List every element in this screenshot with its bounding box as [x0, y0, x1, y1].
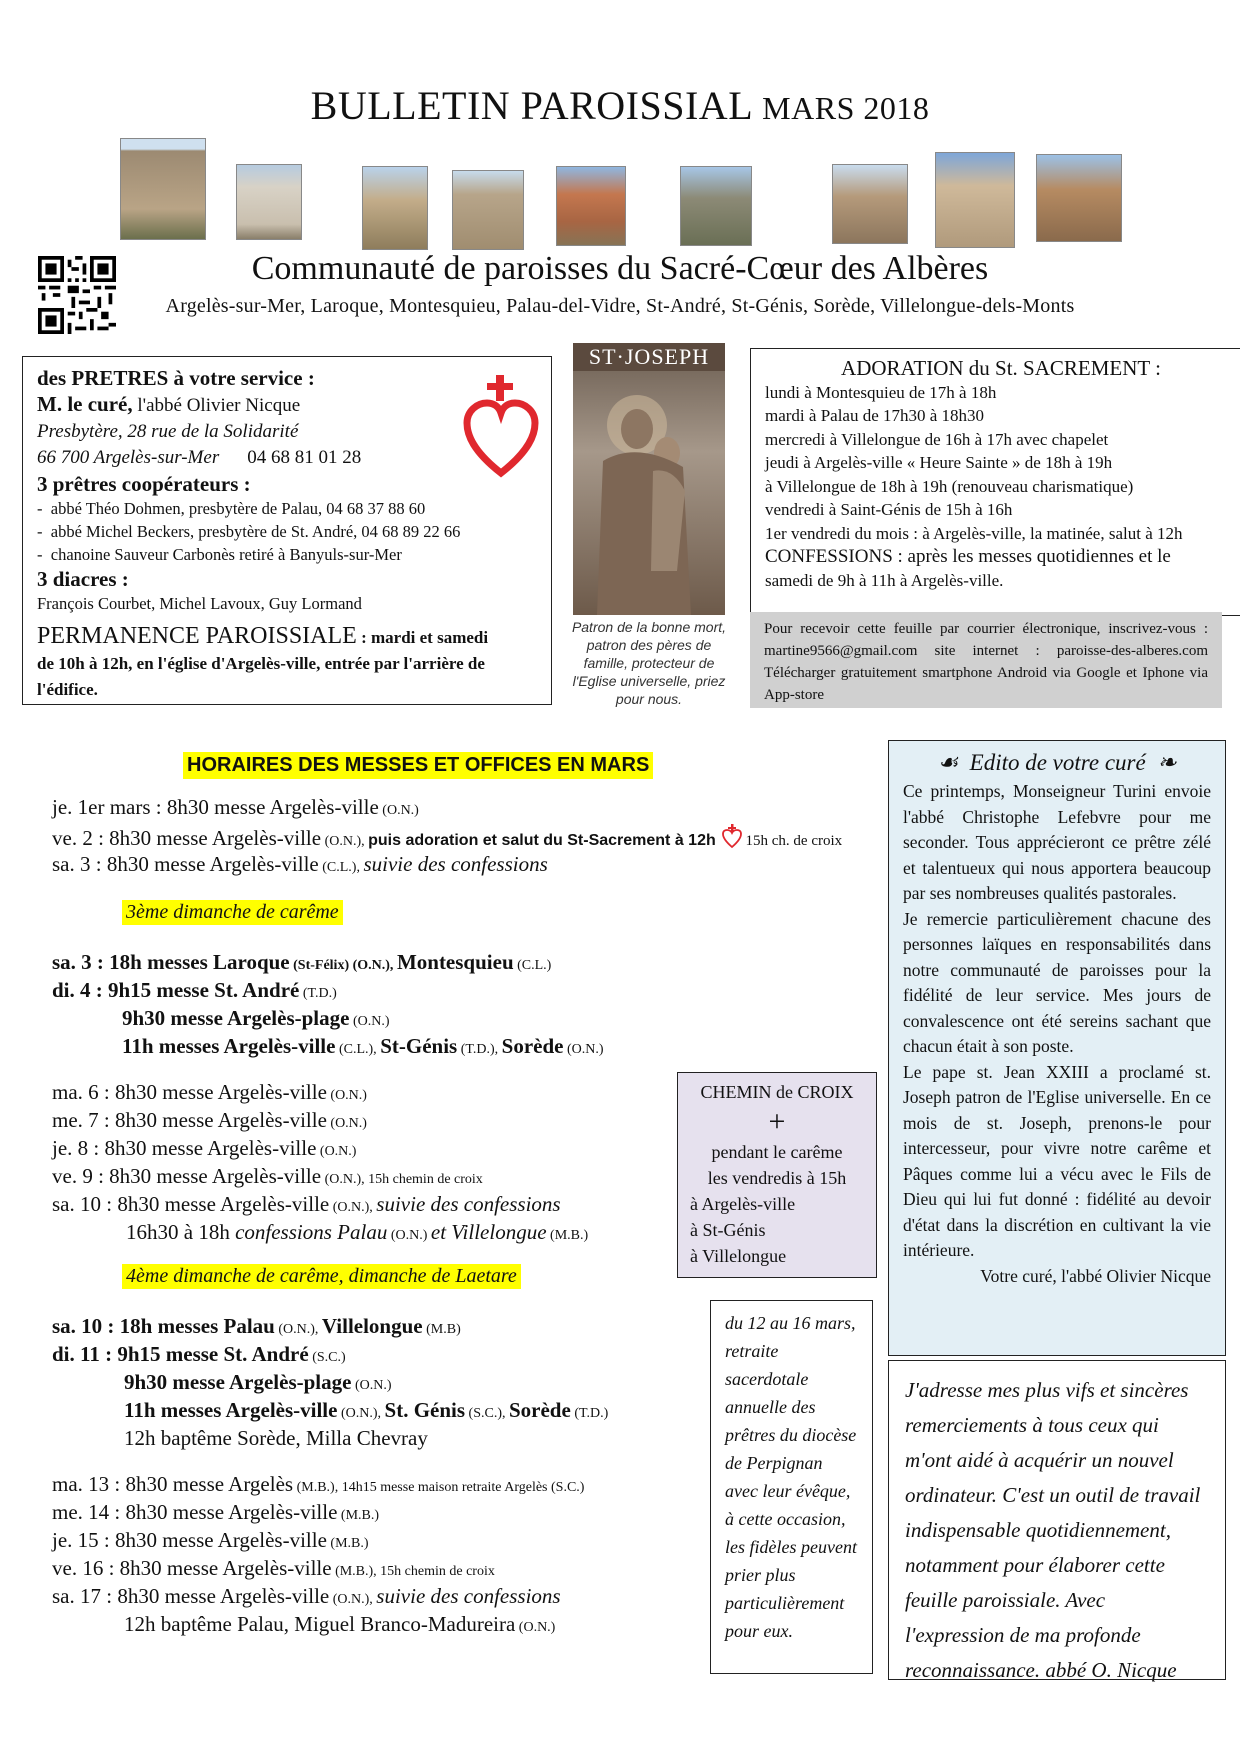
church-photo [120, 138, 206, 240]
mass-celebrant: (T.D.) [570, 1406, 609, 1421]
edito-paragraph: Je remercie particulièrement chacune des personnes laïques en responsabilités dans notre communauté de paroisses pour la fidélité de leur service. Mes jours de convalescence ont été sereins sachant que chacun était à son poste. [903, 908, 1211, 1056]
coop-heading: 3 prêtres coopérateurs : [37, 472, 251, 496]
mass-line [52, 1164, 483, 1189]
permanence [37, 621, 537, 651]
mass-place: Sorède [501, 1034, 564, 1058]
st-joseph-caption: Patron de la bonne mort, patron des pères de famille, protecteur de l'Eglise universelle, priez pour nous. [571, 619, 727, 707]
mass-celebrant: (St-Félix) (O.N.), [289, 958, 397, 973]
mass-text: 9h30 messe Argelès-plage [124, 1370, 352, 1394]
mass-celebrant: (O.N.), [329, 1200, 377, 1215]
mass-note: confessions Palau [235, 1220, 388, 1244]
mass-text: je. 8 : 8h30 messe Argelès-ville [52, 1136, 317, 1160]
mass-text: me. 14 : 8h30 messe Argelès-ville [52, 1500, 338, 1524]
mass-celebrant: (S.C.) [308, 1350, 346, 1365]
community-name: Communauté de paroisses du Sacré-Cœur des Albères [251, 250, 989, 287]
cross-icon: + [768, 1105, 786, 1138]
email-info: Pour recevoir cette feuille par courrier électronique, inscrivez-vous : martine9566@gmail.com site internet : paroisse-des-alberes.com Télécharger gratuitement smartphone Android via Google et Iphone via App-store [750, 612, 1222, 708]
mass-line [52, 1528, 369, 1553]
mass-celebrant: (O.N.), [321, 834, 369, 849]
address-city: 66 700 Argelès-sur-Mer [37, 447, 220, 468]
edito-title: Edito de votre curé [969, 750, 1146, 775]
mass-text: sa. 10 : 8h30 messe Argelès-ville [52, 1192, 330, 1216]
church-photo [362, 166, 428, 250]
mass-line [52, 1500, 379, 1525]
cure-label: M. le curé, [37, 392, 133, 416]
edito-signature: Votre curé, l'abbé Olivier Nicque [980, 1265, 1211, 1286]
mass-place: Villelongue [321, 1314, 423, 1338]
title-text: BULLETIN PAROISSIAL [310, 83, 752, 128]
mass-celebrant: (M.B.) [326, 1536, 369, 1551]
mass-celebrant: (O.N.) [387, 1228, 431, 1243]
parish-list: Argelès-sur-Mer, Laroque, Montesquieu, Palau-del-Vidre, St-André, St-Génis, Sorède, Villelongue-dels-Monts [165, 295, 1075, 317]
thanks-box: J'adresse mes plus vifs et sincères remerciements à tous ceux qui m'ont aidé à acquérir un nouvel ordinateur. C'est un outil de travail indispensable quotidiennement, notamment pour élaborer cette feuille paroissiale. Avec l'expression de ma profonde reconnaissance. abbé O. Nicque [888, 1360, 1226, 1680]
mass-line [122, 1034, 604, 1059]
mass-celebrant: (O.N.) [351, 1378, 392, 1393]
edito-paragraph: Le pape st. Jean XXIII a proclamé st. Joseph patron de l'Eglise universelle. En ce mois de st. Joseph, prenons-le pour intercesseur, pour vivre notre carême et Pâques comme lui a vécu avec le Fils de Dieu qui lui fut donné : fidélité au devoir d'état dans la discrétion en cultivant la vie intérieure. [903, 1061, 1211, 1260]
mass-text: 11h messes Argelès-ville [122, 1034, 336, 1058]
sunday-heading: 3ème dimanche de carême [122, 900, 343, 925]
croix-line: à Argelès-ville [690, 1194, 796, 1214]
church-photo [556, 166, 626, 246]
mass-text: je. 15 : 8h30 messe Argelès-ville [52, 1528, 327, 1552]
adoration-line: à Villelongue de 18h à 19h (renouveau charismatique) [765, 476, 1134, 496]
address-line2 [37, 445, 537, 471]
mass-line [52, 852, 548, 877]
croix-note: 15h ch. de croix [741, 833, 843, 849]
mass-celebrant: (O.N.), 15h chemin de croix [321, 1172, 483, 1187]
cure-line [37, 391, 537, 419]
priests-heading: des PRETRES à votre service : [37, 366, 315, 390]
mass-place: Sorède [508, 1398, 571, 1422]
mass-line [52, 824, 842, 851]
deacons-list: François Courbet, Michel Lavoux, Guy Lormand [37, 594, 362, 613]
phone-number: 04 68 81 01 28 [247, 447, 362, 468]
priests-box [22, 356, 552, 705]
mass-celebrant: (C.L.) [513, 958, 552, 973]
masses-heading: HORAIRES DES MESSES ET OFFICES EN MARS [183, 752, 653, 779]
mass-celebrant: (S.C.), [465, 1406, 509, 1421]
mass-celebrant: (M.B.) [337, 1508, 380, 1523]
mass-celebrant: (C.L.), [335, 1042, 381, 1057]
adoration-heading: ADORATION du St. SACREMENT : [841, 356, 1161, 380]
mass-celebrant: (T.D.) [299, 986, 337, 1001]
mass-text: 12h baptême Palau, Miguel Branco-Madureira [124, 1612, 516, 1636]
coop-item: - abbé Michel Beckers, presbytère de St. André, 04 68 89 22 66 [37, 522, 461, 541]
mass-line [124, 1370, 392, 1395]
permanence-title: PERMANENCE PAROISSIALE [37, 623, 357, 649]
address-line1: Presbytère, 28 rue de la Solidarité [37, 421, 299, 442]
mass-celebrant: (M.B) [422, 1322, 461, 1337]
church-photo [680, 166, 752, 246]
mass-celebrant: (M.B.), 14h15 messe maison retraite Argelès (S.C.) [293, 1480, 585, 1495]
mass-line [52, 1584, 561, 1609]
st-joseph-label: ST·JOSEPH [573, 343, 725, 371]
mass-celebrant: (O.N.) [326, 1116, 367, 1131]
mass-text: 16h30 à 18h [126, 1220, 236, 1244]
mass-line [52, 1556, 495, 1581]
mass-celebrant: (O.N.) [378, 803, 419, 818]
adoration-line: jeudi à Argelès-ville « Heure Sainte » de 18h à 19h [765, 453, 1113, 472]
mass-text: di. 4 : 9h15 messe St. André [52, 978, 300, 1002]
title-month: MARS 2018 [762, 90, 930, 126]
mass-celebrant: (O.N.), [329, 1592, 377, 1607]
croix-line: pendant le carême [711, 1142, 843, 1162]
retraite-box: du 12 au 16 mars, retraite sacerdotale annuelle des prêtres du diocèse de Perpignan avec leur évêque, à cette occasion, les fidèles peuvent prier plus particulièrement pour eux. [710, 1300, 873, 1674]
coop-text: abbé Michel Beckers, presbytère de St. André, 04 68 89 22 66 [50, 522, 461, 541]
church-photo [832, 164, 908, 244]
mass-line [52, 978, 337, 1003]
deacons-heading: 3 diacres : [37, 567, 129, 591]
adoration-note: puis adoration et salut du St-Sacrement à 12h [368, 832, 716, 849]
mass-celebrant: (M.B.) [546, 1228, 589, 1243]
mass-line [52, 950, 551, 975]
sunday-heading: 4ème dimanche de carême, dimanche de Laetare [122, 1264, 521, 1289]
mass-text: ve. 16 : 8h30 messe Argelès-ville [52, 1556, 332, 1580]
mass-text: sa. 3 : 8h30 messe Argelès-ville [52, 852, 319, 876]
mass-line [126, 1220, 588, 1245]
adoration-line: mardi à Palau de 17h30 à 18h30 [765, 406, 985, 425]
mass-celebrant: (O.N.) [563, 1042, 604, 1057]
adoration-line: 1er vendredi du mois : à Argelès-ville, la matinée, salut à 12h [765, 523, 1183, 543]
mass-line [52, 1080, 367, 1105]
mass-line [122, 1006, 390, 1031]
sacred-heart-icon [463, 373, 539, 483]
mass-text: 11h messes Argelès-ville [124, 1398, 338, 1422]
mass-line [52, 1192, 561, 1217]
mass-line [52, 1472, 584, 1497]
adoration-line: vendredi à Saint-Génis de 15h à 16h [765, 500, 1013, 519]
mass-celebrant: (O.N.), [337, 1406, 385, 1421]
mass-line [52, 1314, 461, 1339]
church-photo [1036, 154, 1122, 242]
mass-note: suivie des confessions [376, 1192, 561, 1216]
st-joseph-figure [573, 371, 725, 615]
adoration-line: lundi à Montesquieu de 17h à 18h [765, 382, 997, 402]
mass-note: et Villelongue [430, 1220, 547, 1244]
adoration-box [750, 348, 1240, 616]
mass-text: sa. 10 : 18h messes Palau [52, 1314, 275, 1338]
mass-text: di. 11 : 9h15 messe St. André [52, 1342, 309, 1366]
ornament-icon: ☙ [937, 750, 959, 775]
mass-line [52, 1136, 356, 1161]
mass-text: ma. 6 : 8h30 messe Argelès-ville [52, 1080, 327, 1104]
coop-text: chanoine Sauveur Carbonès retiré à Banyuls-sur-Mer [50, 545, 402, 564]
mass-text: je. 1er mars : 8h30 messe Argelès-ville [52, 795, 379, 819]
permanence-days: : mardi et samedi [356, 628, 489, 647]
edito-box [888, 740, 1226, 1356]
mass-celebrant: (O.N.), [274, 1322, 322, 1337]
mass-text: 9h30 messe Argelès-plage [122, 1006, 350, 1030]
mass-line [52, 795, 419, 820]
coop-item: - abbé Théo Dohmen, presbytère de Palau, 04 68 37 88 60 [37, 499, 426, 518]
mass-celebrant: (C.L.), [318, 860, 364, 875]
coop-text: abbé Théo Dohmen, presbytère de Palau, 04 68 37 88 60 [50, 499, 426, 518]
bulletin-title [0, 82, 1240, 129]
mass-place: Montesquieu [396, 950, 514, 974]
mass-line [52, 1342, 346, 1367]
permanence-hours: de 10h à 12h, en l'église d'Argelès-ville, entrée par l'arrière de l'édifice. [37, 654, 485, 699]
mass-celebrant: (T.D.), [457, 1042, 502, 1057]
mass-text: ve. 9 : 8h30 messe Argelès-ville [52, 1164, 322, 1188]
edito-heading [903, 747, 1211, 779]
croix-line: à St-Génis [690, 1220, 766, 1240]
mass-text: ma. 13 : 8h30 messe Argelès [52, 1472, 294, 1496]
mass-note: suivie des confessions [376, 1584, 561, 1608]
mass-place: St. Génis [384, 1398, 466, 1422]
coop-item: - chanoine Sauveur Carbonès retiré à Banyuls-sur-Mer [37, 545, 402, 564]
mass-celebrant: (O.N.) [316, 1144, 357, 1159]
mass-text: sa. 17 : 8h30 messe Argelès-ville [52, 1584, 330, 1608]
mass-celebrant: (O.N.) [515, 1620, 556, 1635]
cure-name: l'abbé Olivier Nicque [132, 395, 301, 416]
chemin-de-croix-box [677, 1072, 877, 1278]
church-photo [236, 164, 302, 240]
croix-title: CHEMIN de CROIX [700, 1082, 854, 1102]
mass-text: sa. 3 : 18h messes Laroque [52, 950, 290, 974]
mass-celebrant: (O.N.) [326, 1088, 367, 1103]
confessions-line: samedi de 9h à 11h à Argelès-ville. [765, 570, 1004, 590]
mass-celebrant: (M.B.), 15h chemin de croix [331, 1564, 495, 1579]
mass-text: me. 7 : 8h30 messe Argelès-ville [52, 1108, 327, 1132]
mass-line [52, 1108, 367, 1133]
mass-line [124, 1612, 555, 1637]
ornament-icon: ❧ [1157, 750, 1177, 775]
confessions-line: CONFESSIONS : après les messes quotidiennes et le [765, 546, 1171, 567]
croix-line: à Villelongue [690, 1246, 787, 1266]
church-photo [935, 152, 1015, 248]
mass-line [124, 1398, 608, 1423]
sacred-heart-icon [722, 824, 742, 848]
croix-line: les vendredis à 15h [707, 1168, 847, 1188]
mass-place: St-Génis [380, 1034, 458, 1058]
st-joseph-image [573, 343, 725, 615]
mass-text: ve. 2 : 8h30 messe Argelès-ville [52, 826, 322, 850]
mass-celebrant: (O.N.) [349, 1014, 390, 1029]
edito-paragraph: Ce printemps, Monseigneur Turini envoie l'abbé Christophe Lefebvre pour me seconder. Tous apprécieront ce prêtre zélé et talentueux qui nous apportera beaucoup par ses nombreuses qualités pastorales. [903, 781, 1211, 903]
church-photo [452, 170, 524, 250]
mass-line: 12h baptême Sorède, Milla Chevray [124, 1426, 428, 1450]
adoration-line: mercredi à Villelongue de 16h à 17h avec chapelet [765, 429, 1109, 449]
mass-note: suivie des confessions [363, 852, 548, 876]
